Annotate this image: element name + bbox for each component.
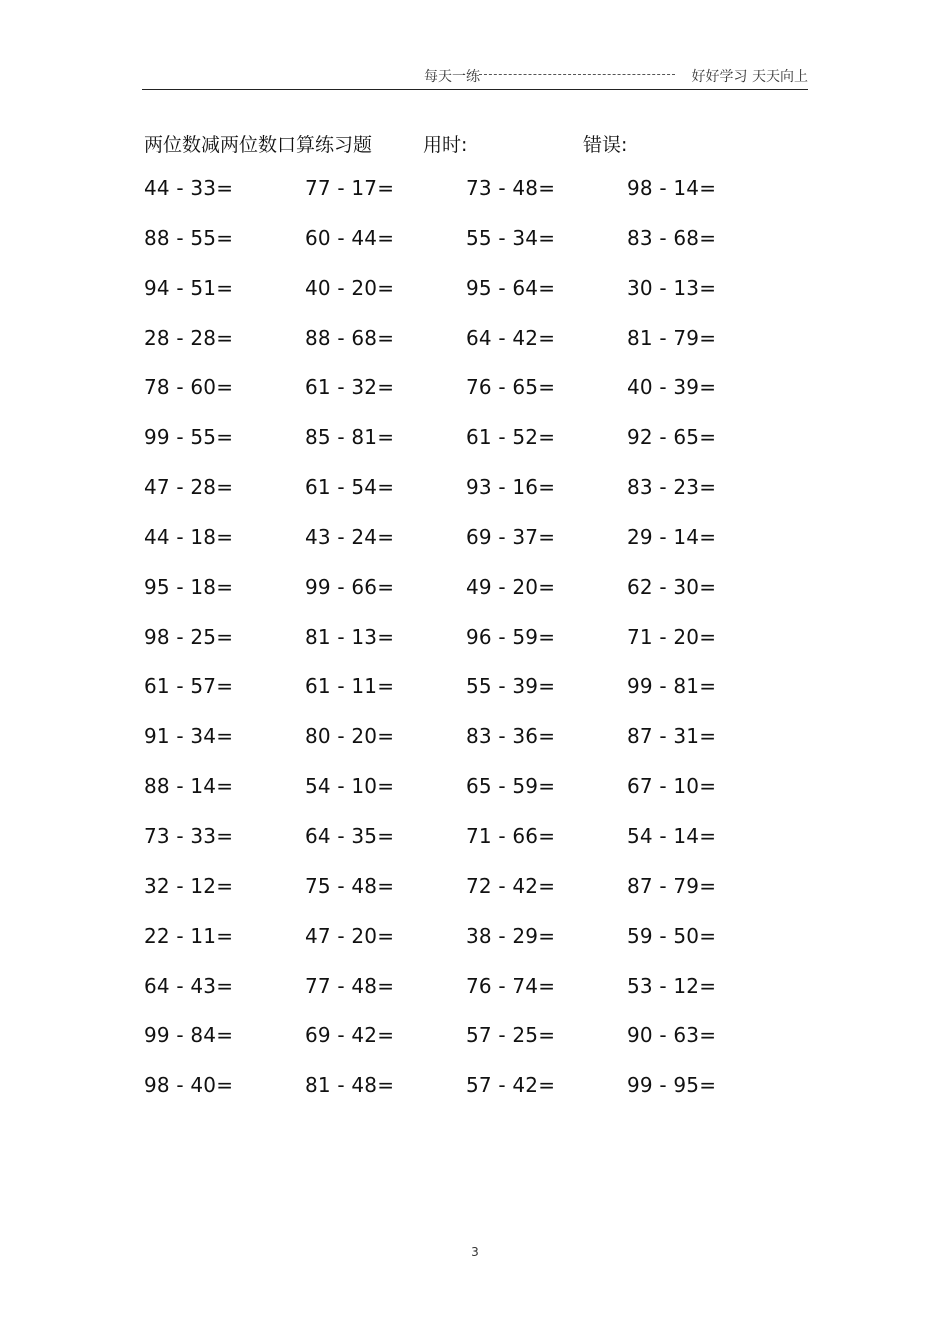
problem-item: 38 - 29= xyxy=(466,923,556,948)
problem-item: 88 - 68= xyxy=(305,325,395,350)
problem-row xyxy=(144,724,784,774)
problem-item: 94 - 51= xyxy=(144,275,234,300)
problem-item: 69 - 37= xyxy=(466,524,556,549)
problem-item: 59 - 50= xyxy=(627,923,717,948)
problem-row xyxy=(144,525,784,575)
problem-row xyxy=(144,1073,784,1123)
problem-item: 99 - 84= xyxy=(144,1023,234,1048)
problem-item: 77 - 17= xyxy=(305,176,395,200)
problem-item: 61 - 11= xyxy=(305,674,395,699)
problem-item: 62 - 30= xyxy=(627,574,717,599)
page-number: 3 xyxy=(471,1245,479,1259)
problem-item: 47 - 20= xyxy=(305,923,395,948)
time-label: 用时: xyxy=(423,134,468,156)
problem-item: 83 - 36= xyxy=(466,724,556,749)
problem-item: 44 - 18= xyxy=(144,524,234,549)
problem-item: 61 - 54= xyxy=(305,475,395,500)
problem-item: 44 - 33= xyxy=(144,176,234,200)
problem-item: 29 - 14= xyxy=(627,524,717,549)
header-left-text: 每天一练 xyxy=(424,69,480,85)
problem-item: 54 - 10= xyxy=(305,774,395,799)
problem-item: 40 - 20= xyxy=(305,275,395,300)
problem-item: 61 - 52= xyxy=(466,425,556,450)
problem-item: 53 - 12= xyxy=(627,973,717,998)
problem-item: 83 - 68= xyxy=(627,225,717,250)
problem-row xyxy=(144,226,784,276)
page-header xyxy=(142,64,808,86)
problem-item: 88 - 14= xyxy=(144,774,234,799)
problem-item: 67 - 10= xyxy=(627,774,717,799)
problem-row xyxy=(144,824,784,874)
problem-item: 72 - 42= xyxy=(466,873,556,898)
problem-item: 80 - 20= xyxy=(305,724,395,749)
problem-item: 93 - 16= xyxy=(466,475,556,500)
worksheet-title: 两位数减两位数口算练习题 xyxy=(144,134,373,156)
problem-item: 71 - 66= xyxy=(466,823,556,848)
problem-grid xyxy=(144,176,784,1123)
problem-item: 78 - 60= xyxy=(144,375,234,400)
problem-item: 57 - 42= xyxy=(466,1073,556,1098)
errors-label: 错误: xyxy=(583,134,628,156)
problem-item: 61 - 57= xyxy=(144,674,234,699)
problem-row xyxy=(144,326,784,376)
problem-item: 85 - 81= xyxy=(305,425,395,450)
problem-item: 96 - 59= xyxy=(466,624,556,649)
problem-item: 99 - 95= xyxy=(627,1073,717,1098)
problem-item: 22 - 11= xyxy=(144,923,234,948)
problem-item: 30 - 13= xyxy=(627,275,717,300)
problem-row xyxy=(144,176,784,226)
problem-item: 49 - 20= xyxy=(466,574,556,599)
problem-item: 76 - 74= xyxy=(466,973,556,998)
problem-item: 98 - 14= xyxy=(627,176,717,200)
header-right-text: 好好学习 天天向上 xyxy=(691,69,808,85)
problem-item: 64 - 35= xyxy=(305,823,395,848)
problem-item: 88 - 55= xyxy=(144,225,234,250)
problem-item: 81 - 79= xyxy=(627,325,717,350)
problem-item: 73 - 33= xyxy=(144,823,234,848)
problem-item: 64 - 42= xyxy=(466,325,556,350)
problem-item: 95 - 64= xyxy=(466,275,556,300)
problem-item: 81 - 48= xyxy=(305,1073,395,1098)
problem-item: 57 - 25= xyxy=(466,1023,556,1048)
header-rule xyxy=(142,89,808,90)
problem-item: 87 - 31= xyxy=(627,724,717,749)
problem-item: 28 - 28= xyxy=(144,325,234,350)
header-dashed-leader xyxy=(479,74,675,75)
problem-item: 87 - 79= xyxy=(627,873,717,898)
problem-item: 76 - 65= xyxy=(466,375,556,400)
worksheet-title-row xyxy=(144,130,784,156)
problem-item: 99 - 55= xyxy=(144,425,234,450)
problem-item: 95 - 18= xyxy=(144,574,234,599)
problem-item: 61 - 32= xyxy=(305,375,395,400)
problem-row xyxy=(144,774,784,824)
problem-row xyxy=(144,1023,784,1073)
problem-row xyxy=(144,874,784,924)
problem-item: 71 - 20= xyxy=(627,624,717,649)
problem-item: 99 - 81= xyxy=(627,674,717,699)
problem-item: 92 - 65= xyxy=(627,425,717,450)
problem-item: 55 - 34= xyxy=(466,225,556,250)
problem-item: 32 - 12= xyxy=(144,873,234,898)
problem-row xyxy=(144,674,784,724)
problem-item: 55 - 39= xyxy=(466,674,556,699)
problem-item: 99 - 66= xyxy=(305,574,395,599)
problem-item: 77 - 48= xyxy=(305,973,395,998)
problem-item: 43 - 24= xyxy=(305,524,395,549)
problem-row xyxy=(144,625,784,675)
problem-row xyxy=(144,276,784,326)
problem-item: 98 - 40= xyxy=(144,1073,234,1098)
problem-item: 69 - 42= xyxy=(305,1023,395,1048)
problem-row xyxy=(144,475,784,525)
problem-item: 90 - 63= xyxy=(627,1023,717,1048)
problem-item: 75 - 48= xyxy=(305,873,395,898)
problem-item: 98 - 25= xyxy=(144,624,234,649)
problem-item: 40 - 39= xyxy=(627,375,717,400)
problem-item: 83 - 23= xyxy=(627,475,717,500)
problem-row xyxy=(144,375,784,425)
problem-item: 81 - 13= xyxy=(305,624,395,649)
problem-item: 47 - 28= xyxy=(144,475,234,500)
problem-row xyxy=(144,974,784,1024)
problem-row xyxy=(144,425,784,475)
problem-item: 60 - 44= xyxy=(305,225,395,250)
problem-item: 54 - 14= xyxy=(627,823,717,848)
problem-item: 65 - 59= xyxy=(466,774,556,799)
problem-item: 64 - 43= xyxy=(144,973,234,998)
problem-item: 73 - 48= xyxy=(466,176,556,200)
problem-row xyxy=(144,924,784,974)
problem-row xyxy=(144,575,784,625)
problem-item: 91 - 34= xyxy=(144,724,234,749)
